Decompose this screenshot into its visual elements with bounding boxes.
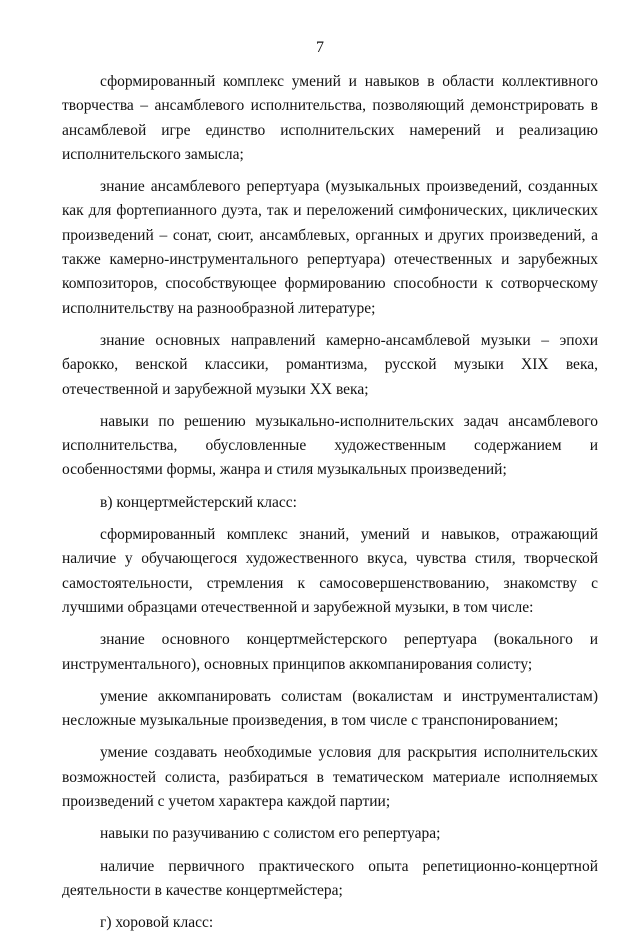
- paragraph-ensemble-skills: сформированный комплекс умений и навыков в области коллективного творчества – ансамблевого исполнительства, позволяющий демонстрировать в ансамблевой игре единство исполнительских намерений и реализацию исполнительского замысла;: [62, 73, 598, 163]
- section-heading-choir-class: г) хоровой класс:: [100, 914, 214, 932]
- paragraph-soloist-conditions: умение создавать необходимые условия для раскрытия исполнительских возможностей солиста, разбираться в тематическом материале исполняемых произведений с учетом характера каждой партии;: [62, 744, 598, 811]
- paragraph-ensemble-repertoire: знание ансамблевого репертуара (музыкальных произведений, созданных как для фортепианного дуэта, так и переложений симфонических, циклических произведений – сонат, сюит, ансамблевых, органных и других произведений, а также камерно-инструментального репертуара) отечественных и зарубежных композиторов, способствующее формированию способности к сотворческому исполнительству на разнообразной литературе;: [62, 178, 598, 317]
- paragraph-soloist-learning: навыки по разучиванию с солистом его репертуара;: [100, 825, 441, 843]
- paragraph-accompany-soloists: умение аккомпанировать солистам (вокалистам и инструменталистам) несложные музыкальные произведения, в том числе с транспонированием;: [62, 687, 598, 730]
- paragraph-chamber-music-directions: знание основных направлений камерно-ансамблевой музыки – эпохи барокко, венской классики, романтизма, русской музыки XIX века, отечественной и зарубежной музыки XX века;: [62, 331, 598, 398]
- paragraph-ensemble-tasks: навыки по решению музыкально-исполнительских задач ансамблевого исполнительства, обусловленные художественным содержанием и особенностями формы, жанра и стиля музыкальных произведений;: [62, 412, 598, 479]
- paragraph-accompanist-repertoire: знание основного концертмейстерского репертуара (вокального и инструментального), основных принципов аккомпанирования солисту;: [62, 631, 598, 673]
- paragraph-rehearsal-experience: наличие первичного практического опыта репетиционно-концертной деятельности в качестве концертмейстера;: [62, 857, 598, 899]
- paragraph-accompanist-complex: сформированный комплекс знаний, умений и навыков, отражающий наличие у обучающегося художественного вкуса, чувства стиля, творческой самостоятельности, стремления к самосовершенствованию, знакомству с лучшими образцами отечественной и зарубежной музыки, в том числе:: [62, 526, 598, 616]
- document-body: [62, 70, 598, 944]
- section-heading-accompanist-class: в) концертмейстерский класс:: [100, 493, 297, 511]
- page-number: 7: [316, 39, 324, 56]
